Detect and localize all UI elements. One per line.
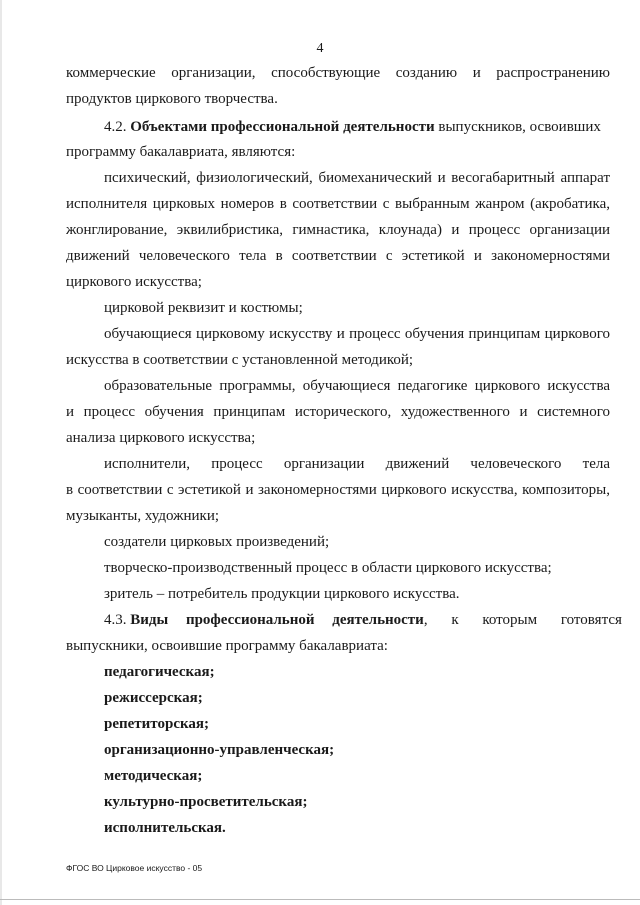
list-item-line: музыканты, художники;	[66, 508, 220, 524]
activity-item: исполнительская.	[104, 820, 226, 836]
activity-item: педагогическая;	[104, 664, 215, 680]
list-item-line: творческо-производственный процесс в области циркового искусства;	[104, 560, 552, 576]
scan-bottom-line	[0, 899, 640, 900]
activity-item: организационно-управленческая;	[104, 742, 335, 758]
list-item-line: исполнителя цирковых номеров в соответствии с выбранным жанром (акробатика,	[66, 196, 610, 212]
list-item-line: анализа циркового искусства;	[66, 430, 256, 446]
text-line: продуктов циркового творчества.	[66, 91, 278, 107]
section-title-tail: выпускников, освоивших	[438, 119, 601, 135]
list-item-line: создатели цирковых произведений;	[104, 534, 330, 550]
list-item-line: циркового искусства;	[66, 274, 202, 290]
section-title: Объектами профессиональной деятельности	[130, 119, 435, 135]
list-item-line: исполнители, процесс организации движений человеческого тела	[104, 456, 610, 472]
text-line: выпускники, освоившие программу бакалавриата:	[66, 638, 388, 654]
section-number: 4.3.	[104, 612, 127, 628]
list-item-line: движений человеческого тела в соответствии с эстетикой и закономерностями	[66, 248, 610, 264]
list-item-line: искусства в соответствии с установленной методикой;	[66, 352, 414, 368]
list-item-line: цирковой реквизит и костюмы;	[104, 300, 303, 316]
activity-item: режиссерская;	[104, 690, 203, 706]
section-4-2-heading	[104, 117, 601, 137]
list-item-line: зритель – потребитель продукции циркового искусства.	[104, 586, 460, 602]
page-footer: ФГОС ВО Цирковое искусство - 05	[66, 863, 203, 873]
scan-edge	[0, 0, 2, 905]
list-item-line: и процесс обучения принципам исторического, художественного и системного	[66, 404, 610, 420]
activity-item: культурно-просветительская;	[104, 794, 308, 810]
text-line: коммерческие организации, способствующие созданию и распространению	[66, 65, 610, 81]
list-item-line: в соответствии с эстетикой и закономерностями циркового искусства, композиторы,	[66, 482, 610, 498]
section-title: Виды профессиональной деятельности	[130, 612, 424, 628]
page-number: 4	[316, 41, 324, 56]
list-item-line: обучающиеся цирковому искусству и процесс обучения принципам циркового	[104, 326, 610, 342]
section-number: 4.2.	[104, 119, 127, 135]
activity-item: методическая;	[104, 768, 203, 784]
activity-item: репетиторская;	[104, 716, 210, 732]
text-line: программу бакалавриата, являются:	[66, 144, 296, 160]
section-4-3-heading	[104, 610, 622, 630]
list-item-line: жонглирование, эквилибристика, гимнастика, клоунада) и процесс организации	[66, 222, 610, 238]
section-title-tail: , к которым готовятся	[423, 612, 622, 628]
list-item-line: психический, физиологический, биомеханический и весогабаритный аппарат	[104, 170, 610, 186]
list-item-line: образовательные программы, обучающиеся педагогике циркового искусства	[104, 378, 610, 394]
